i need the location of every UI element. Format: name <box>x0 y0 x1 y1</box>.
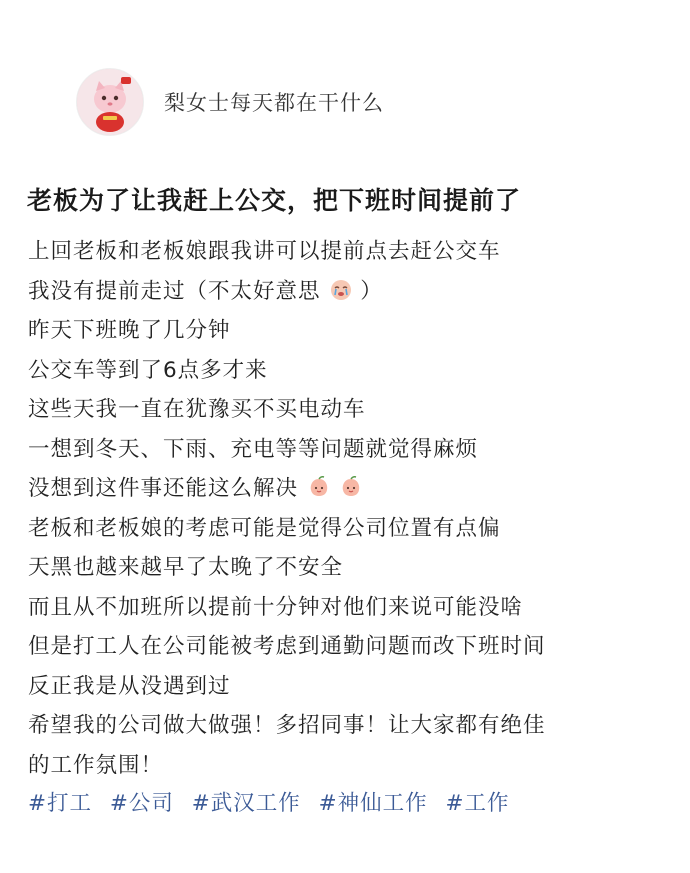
body-line-text: 没想到这件事还能这么解决 <box>28 476 299 501</box>
body-line-text: ） <box>360 278 383 304</box>
body-line: 公交车等到了6点多才来 <box>28 357 268 383</box>
hashtag-list <box>28 786 519 817</box>
body-line: 这些天我一直在犹豫买不买电动车 <box>28 397 366 422</box>
body-line: 但是打工人在公司能被考虑到通勤问题而改下班时间 <box>28 634 546 659</box>
post-title: 老板为了让我赶上公交，把下班时间提前了 <box>27 186 522 215</box>
body-line <box>28 469 678 509</box>
body-line: 反正我是从没遇到过 <box>28 673 231 699</box>
body-line: 老板和老板娘的考虑可能是觉得公司位置有点偏 <box>28 515 501 541</box>
cartoon-cat-avatar-icon <box>77 69 143 135</box>
hashtag-link[interactable]: #工作 <box>445 791 510 816</box>
body-line: 天黑也越来越早了太晚了不安全 <box>28 555 344 580</box>
body-line: 一想到冬天、下雨、充电等等问题就觉得麻烦 <box>28 436 479 462</box>
body-line: 上回老板和老板娘跟我讲可以提前点去赶公交车 <box>28 239 501 264</box>
avatar[interactable] <box>76 68 144 136</box>
hashtag-link[interactable]: #公司 <box>109 791 174 816</box>
peach-face-emoji-icon <box>308 476 330 498</box>
body-line: 昨天下班晚了几分钟 <box>28 318 231 343</box>
body-line <box>28 272 678 312</box>
author-name[interactable]: 梨女士每天都在干什么 <box>164 91 384 115</box>
body-line: 希望我的公司做大做强！多招同事！让大家都有绝佳 <box>28 713 546 738</box>
crying-face-emoji-icon <box>330 279 352 301</box>
post-header <box>76 68 384 136</box>
hashtag-link[interactable]: #神仙工作 <box>318 791 428 816</box>
body-line: 而且从不加班所以提前十分钟对他们来说可能没啥 <box>28 594 524 620</box>
hashtag-link[interactable]: #武汉工作 <box>191 791 301 816</box>
body-line: 的工作氛围！ <box>28 752 164 778</box>
body-line-text: 我没有提前走过（不太好意思 <box>28 278 321 304</box>
hashtag-link[interactable]: #打工 <box>28 791 93 816</box>
post-body <box>28 232 678 785</box>
peach-face-emoji-icon <box>340 476 362 498</box>
